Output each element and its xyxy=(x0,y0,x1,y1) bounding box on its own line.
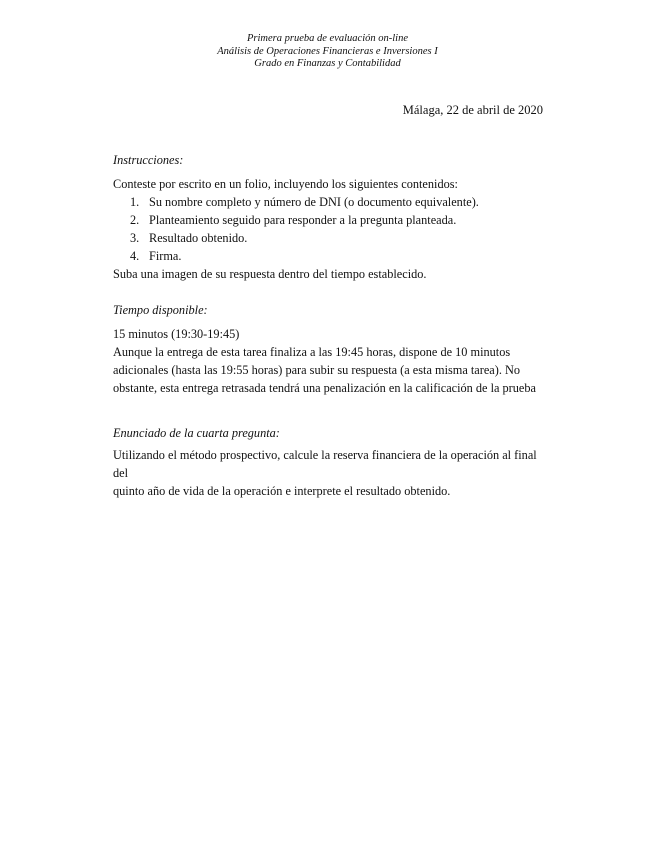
instructions-item-number: 2. xyxy=(130,213,140,227)
instructions-item-number: 4. xyxy=(130,249,140,263)
time-note-line: obstante, esta entrega retrasada tendrá una penalización en la calificación de la prueba xyxy=(113,381,536,395)
instructions-item xyxy=(113,229,545,247)
instructions-item-text: Planteamiento seguido para responder a la pregunta planteada. xyxy=(149,213,457,227)
time-note-line: Aunque la entrega de esta tarea finaliza a las 19:45 horas, dispone de 10 minutos xyxy=(113,345,511,359)
header-course-title: Análisis de Operaciones Financieras e Inversiones I xyxy=(217,45,438,57)
document-header xyxy=(0,33,655,71)
instructions-outro: Suba una imagen de su respuesta dentro del tiempo establecido. xyxy=(113,267,427,281)
time-section xyxy=(113,325,545,397)
instructions-item xyxy=(113,247,545,265)
question-section xyxy=(113,446,545,500)
instructions-item xyxy=(113,193,545,211)
instructions-title: Instrucciones: xyxy=(113,153,184,167)
time-duration: 15 minutos (19:30-19:45) xyxy=(113,327,240,341)
document-date: Málaga, 22 de abril de 2020 xyxy=(402,103,543,117)
instructions-item xyxy=(113,211,545,229)
instructions-item-text: Su nombre completo y número de DNI (o documento equivalente). xyxy=(149,195,479,209)
time-note-line: adicionales (hasta las 19:55 horas) para subir su respuesta (a esta misma tarea). No xyxy=(113,363,521,377)
instructions-item-text: Firma. xyxy=(149,249,182,263)
instructions-item-number: 1. xyxy=(130,195,140,209)
time-title: Tiempo disponible: xyxy=(113,303,208,317)
question-title: Enunciado de la cuarta pregunta: xyxy=(113,426,280,440)
question-line: quinto año de vida de la operación e interprete el resultado obtenido. xyxy=(113,484,451,498)
header-exam-title: Primera prueba de evaluación on-line xyxy=(247,33,408,44)
instructions-section xyxy=(113,175,545,283)
instructions-list xyxy=(113,193,545,265)
instructions-item-text: Resultado obtenido. xyxy=(149,231,248,245)
question-line: Utilizando el método prospectivo, calcule la reserva financiera de la operación al final del xyxy=(113,448,537,480)
header-degree-title: Grado en Finanzas y Contabilidad xyxy=(254,58,401,69)
instructions-item-number: 3. xyxy=(130,231,140,245)
instructions-intro: Conteste por escrito en un folio, incluyendo los siguientes contenidos: xyxy=(113,177,458,191)
